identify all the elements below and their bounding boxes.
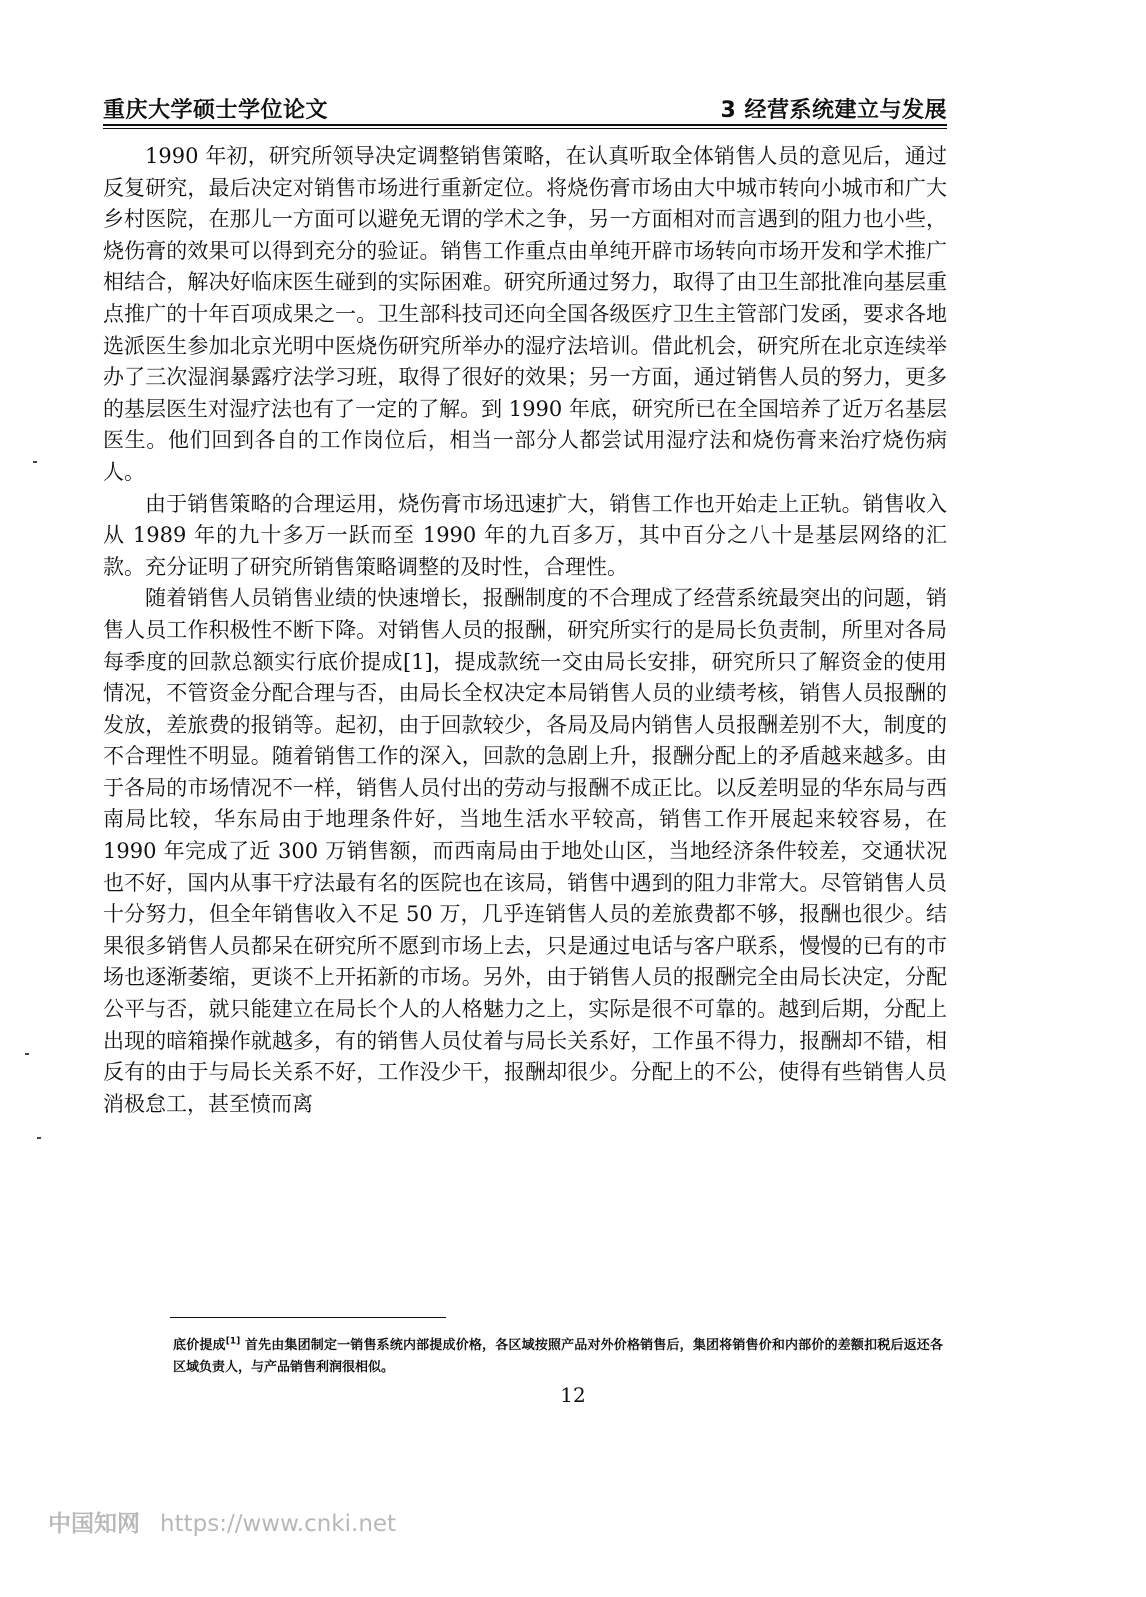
header-thesis-title: 重庆大学硕士学位论文 [103, 98, 329, 123]
header-rule [103, 124, 947, 126]
cnki-watermark [48, 1505, 396, 1538]
paragraph-3: 随着销售人员销售业绩的快速增长，报酬制度的不合理成了经营系统最突出的问题，销售人员工作积极性不断下降。对销售人员的报酬，研究所实行的是局长负责制，所里对各局每季度的回款总额实行底价提成[1]，提成款统一交由局长安排，研究所只了解资金的使用情况，不管资金分配合理与否，由局长全权决定本局销售人员的业绩考核，销售人员报酬的发放，差旅费的报销等。起初，由于回款较少，各局及局内销售人员报酬差别不大，制度的不合理性不明显。随着销售工作的深入，回款的急剧上升，报酬分配上的矛盾越来越多。由于各局的市场情况不一样，销售人员付出的劳动与报酬不成正比。以反差明显的华东局与西南局比较，华东局由于地理条件好，当地生活水平较高，销售工作开展起来较容易，在 1990 年完成了近 300 万销售额，而西南局由于地处山区，当地经济条件较差，交通状况也不好，国内从事干疗法最有名的医院也在该局，销售中遇到的阻力非常大。尽管销售人员十分努力，但全年销售收入不足 50 万，几乎连销售人员的差旅费都不够，报酬也很少。结果很多销售人员都呆在研究所不愿到市场上去，只是通过电话与客户联系，慢慢的已有的市场也逐渐萎缩，更谈不上开拓新的市场。另外，由于销售人员的报酬完全由局长决定，分配公平与否，就只能建立在局长个人的人格魅力之上，实际是很不可靠的。越到后期，分配上出现的暗箱操作就越多，有的销售人员仗着与局长关系好，工作虽不得力，报酬却不错，相反有的由于与局长关系不好，工作没少干，报酬却很少。分配上的不公，使得有些销售人员消极怠工，甚至愤而离 [103, 586, 947, 1116]
scan-speck [37, 1137, 41, 1139]
footnote [173, 1335, 943, 1379]
scan-speck [33, 461, 37, 463]
body-text [103, 141, 947, 1120]
header-chapter-title: 3 经营系统建立与发展 [720, 98, 947, 123]
watermark-brand: 中国知网 [48, 1511, 140, 1537]
footnote-text: 首先由集团制定一销售系统内部提成价格，各区域按照产品对外价格销售后，集团将销售价和内部价的差额扣税后返还各区域负责人，与产品销售利润很相似。 [173, 1338, 943, 1375]
footnote-marker: [1] [225, 1336, 241, 1347]
paragraph-1: 1990 年初，研究所领导决定调整销售策略，在认真听取全体销售人员的意见后，通过反复研究，最后决定对销售市场进行重新定位。将烧伤膏市场由大中城市转向小城市和广大乡村医院，在那儿一方面可以避免无谓的学术之争，另一方面相对而言遇到的阻力也小些，烧伤膏的效果可以得到充分的验证。销售工作重点由单纯开辟市场转向市场开发和学术推广相结合，解决好临床医生碰到的实际困难。研究所通过努力，取得了由卫生部批准向基层重点推广的十年百项成果之一。卫生部科技司还向全国各级医疗卫生主管部门发函，要求各地选派医生参加北京光明中医烧伤研究所举办的湿疗法培训。借此机会，研究所在北京连续举办了三次湿润暴露疗法学习班，取得了很好的效果；另一方面，通过销售人员的努力，更多的基层医生对湿疗法也有了一定的了解。到 1990 年底，研究所已在全国培养了近万名基层医生。他们回到各自的工作岗位后，相当一部分人都尝试用湿疗法和烧伤膏来治疗烧伤病人。 [103, 144, 947, 484]
header-rule-thin [103, 128, 947, 129]
footnote-separator [170, 1317, 446, 1318]
watermark-url: https://www.cnki.net [160, 1511, 397, 1537]
footnote-term: 底价提成 [173, 1338, 226, 1353]
paragraph-2: 由于销售策略的合理运用，烧伤膏市场迅速扩大，销售工作也开始走上正轨。销售收入从 1989 年的九十多万一跃而至 1990 年的九百多万，其中百分之八十是基层网络的汇款。充分证明了研究所销售策略调整的及时性，合理性。 [103, 491, 947, 579]
running-header [103, 92, 947, 124]
page-number: 12 [560, 1383, 586, 1407]
scan-speck [25, 1053, 29, 1055]
